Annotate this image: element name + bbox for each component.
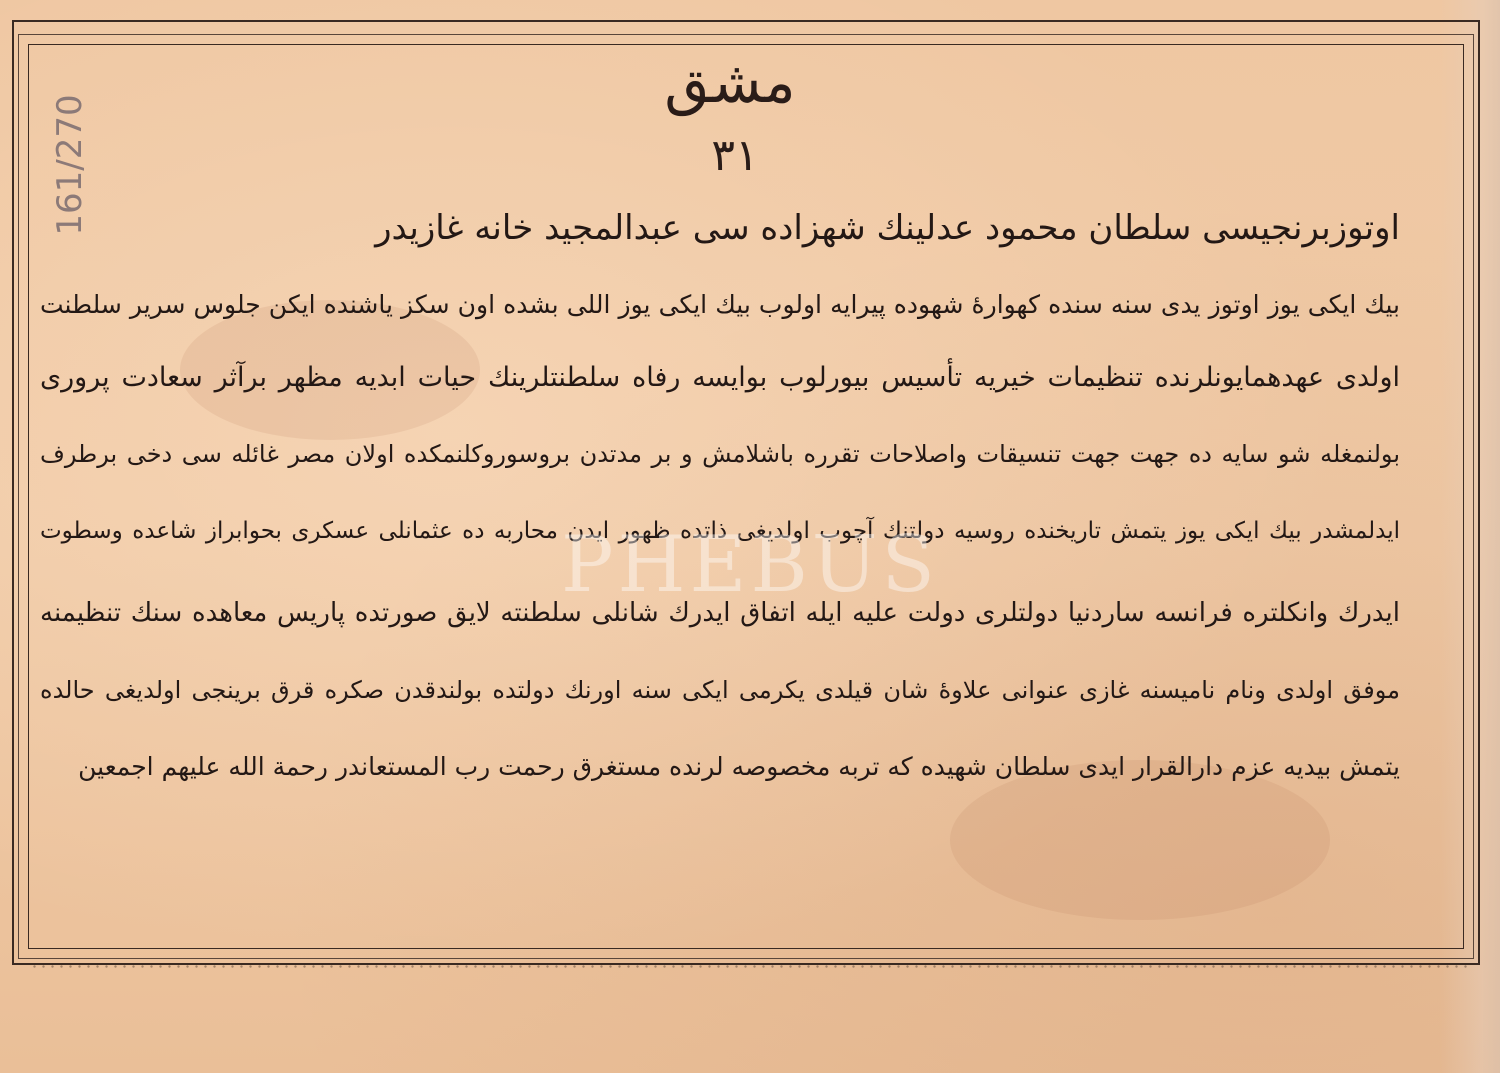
document-title: مشق xyxy=(664,48,796,116)
text-line: ایدلمشدر بیك ایكی یوز یتمش تاریخنده روسیه دولتنك آچوب اولدیغی ذاتده ظهور ایدن محاربه ده عثمانلی عسكری بحوابراز شاعده وسطوت xyxy=(40,518,1400,544)
watermark: PHEBUS xyxy=(561,520,939,610)
text-line: اوتوزبرنجیسی سلطان محمود عدلینك شهزاده سی عبدالمجید خانه غازیدر xyxy=(375,208,1400,248)
text-line: بیك ایكی یوز اوتوز یدی سنه سنده كهوارهٔ شهوده پیرایه اولوب بیك ایكی یوز اللی بشده اون سكز یاشنده ایكن جلوس سریر سلطنت xyxy=(40,290,1400,319)
text-line: بولنمغله شو سایه ده جهت جهت تنسیقات واصلاحات تقرره باشلامش و بر مدتدن بروسوروكلنمكده اولان مصر غائله سی دخی برطرف xyxy=(40,440,1400,468)
text-line: موفق اولدی ونام نامیسنه غازی عنوانی علاوهٔ شان قیلدی یكرمی ایكی سنه اورنك دولتده بولندقدن صكره قرق برینجی اولدیغی حالده xyxy=(40,676,1400,704)
dotted-bottom-edge xyxy=(30,962,1470,992)
archive-pencil-note: 161/270 xyxy=(50,94,90,236)
text-line: اولدی عهدهمایونلرنده تنظیمات خیریه تأسیس بیورلوب بوایسه رفاه سلطنتلرینك حیات ابدیه مظهر برآثر سعادت پروری xyxy=(40,362,1400,393)
text-line: یتمش بیدیه عزم دارالقرار ایدی سلطان شهیده كه تربه مخصوصه لرنده مستغرق رحمت رب المستعاندر رحمة الله علیهم اجمعین xyxy=(78,752,1400,781)
page-number: ٣١ xyxy=(711,130,759,181)
text-line: ایدرك وانكلتره فرانسه ساردنیا دولتلری دولت علیه ایله اتفاق ایدرك شانلی سلطنته لایق صورتده پاریس معاهده سنك تنظیمنه xyxy=(40,598,1400,628)
